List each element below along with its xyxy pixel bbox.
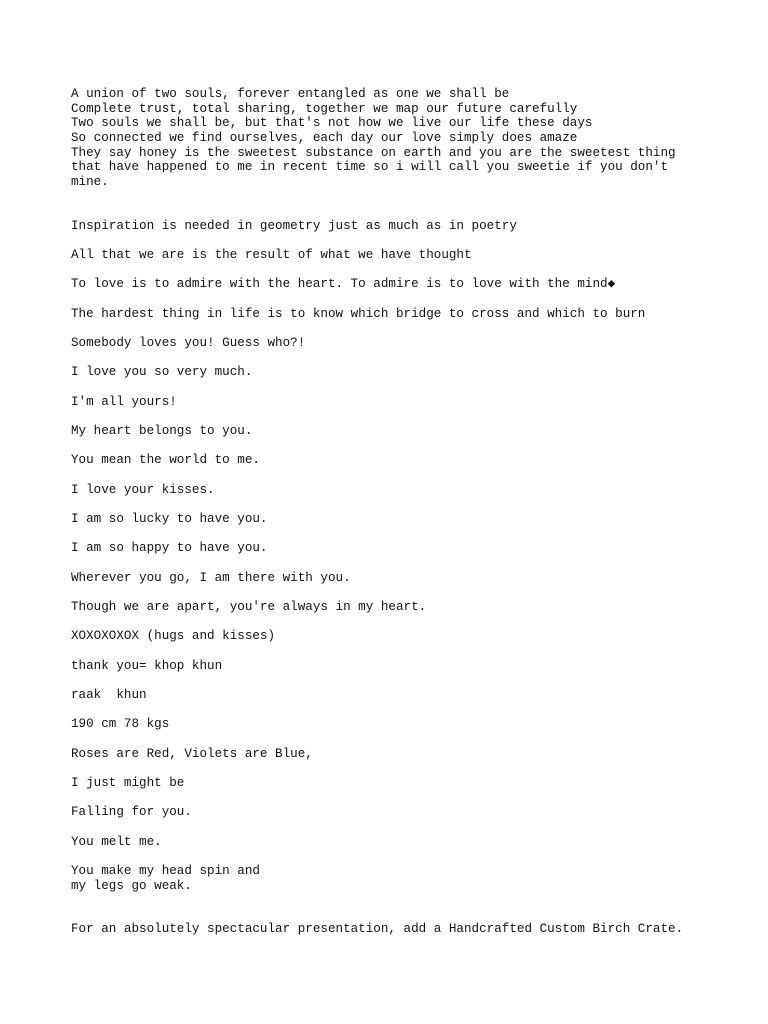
- quote-line: You mean the world to me.: [71, 453, 260, 468]
- spacer: [71, 893, 751, 922]
- poem-line: that have happened to me in recent time so i will call you sweetie if you don't: [71, 160, 669, 175]
- quote-line: I am so lucky to have you.: [71, 512, 268, 527]
- quote-line: You melt me.: [71, 834, 162, 849]
- poem-line: They say honey is the sweetest substance on earth and you are the sweetest thing: [71, 145, 676, 160]
- quote-line: I love your kisses.: [71, 482, 215, 497]
- quote-line: Somebody loves you! Guess who?!: [71, 336, 306, 351]
- closing-line: my legs go weak.: [71, 878, 192, 893]
- poem-line: Complete trust, total sharing, together we map our future carefully: [71, 101, 578, 116]
- poem-line: So connected we find ourselves, each day our love simply does amaze: [71, 131, 578, 146]
- quote-line: The hardest thing in life is to know which bridge to cross and which to burn: [71, 306, 646, 321]
- quote-line: Roses are Red, Violets are Blue,: [71, 746, 313, 761]
- quote-line: thank you= khop khun: [71, 658, 223, 673]
- poem-block: [71, 87, 751, 190]
- poem-line: Two souls we shall be, but that's not how we live our life these days: [71, 116, 593, 131]
- quote-line: My heart belongs to you.: [71, 424, 253, 439]
- quote-line: All that we are is the result of what we have thought: [71, 248, 472, 263]
- spacer: [71, 190, 751, 219]
- quote-line: I am so happy to have you.: [71, 541, 268, 556]
- quote-line: I just might be: [71, 776, 185, 791]
- poem-line: A union of two souls, forever entangled as one we shall be: [71, 87, 510, 101]
- quote-line: To love is to admire with the heart. To admire is to love with the mind◆: [71, 277, 616, 292]
- quote-line: XOXOXOXOX (hugs and kisses): [71, 629, 276, 644]
- closing-line: You make my head spin and: [71, 864, 260, 879]
- quote-line: I'm all yours!: [71, 394, 177, 409]
- quote-line: 190 cm 78 kgs: [71, 717, 170, 732]
- quote-line: Though we are apart, you're always in my heart.: [71, 600, 427, 615]
- quote-line: I love you so very much.: [71, 365, 253, 380]
- poem-line: mine.: [71, 175, 109, 190]
- quote-line: Wherever you go, I am there with you.: [71, 570, 351, 585]
- quotes-block: [71, 219, 751, 850]
- closing-block: [71, 864, 751, 893]
- footer-note: For an absolutely spectacular presentation, add a Handcrafted Custom Birch Crate.: [71, 922, 684, 937]
- quote-line: Inspiration is needed in geometry just as much as in poetry: [71, 218, 517, 233]
- quote-line: raak khun: [71, 688, 147, 703]
- document-page: [71, 87, 751, 937]
- quote-line: Falling for you.: [71, 805, 192, 820]
